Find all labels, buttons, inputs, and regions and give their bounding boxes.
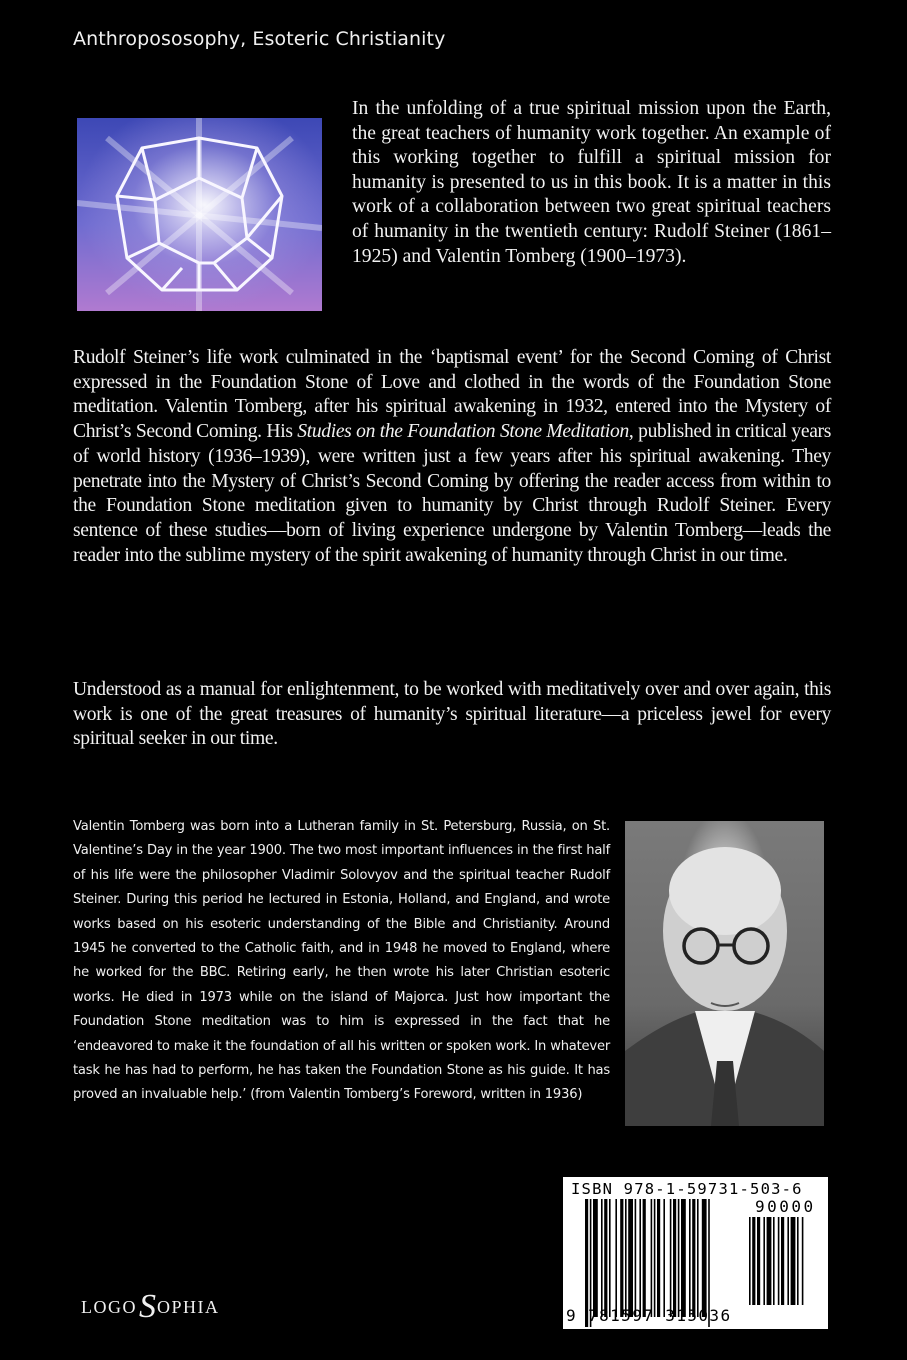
isbn-barcode <box>563 1177 828 1329</box>
barcode-bar <box>681 1199 686 1317</box>
price-addon: 90000 <box>755 1197 816 1216</box>
author-bio: Valentin Tomberg was born into a Lutheran family in St. Petersburg, Russia, on St. Valentine’s Day in the year 1900. The two most important influences in the first half of his life were the philosopher Vladimir Solovyov and the spiritual teacher Rudolf Steiner. During this period he lectured in Estonia, Holland, and England, and wrote works based on his esoteric understanding of the Bible and Christianity. Around 1945 he converted to the Catholic faith, and in 1948 he moved to England, where he worked for the BBC. Retiring early, he then wrote his later Christian esoteric works. He died in 1973 while on the island of Majorca. Just how important the Foundation Stone meditation was to him is expressed in the fact that he ‘endeavored to make it the foundation of all his written or spoken work. In whatever task he has had to perform, he has taken the Foundation Stone as his guide. It has proved an invaluable help.’ (from Valentin Tomberg’s Foreword, written in 1936) <box>73 819 610 1103</box>
category-label: Anthropososophy, Esoteric Christianity <box>73 28 446 50</box>
addon-bar <box>773 1217 775 1305</box>
lead-paragraph: In the unfolding of a true spiritual mission upon the Earth, the great teachers of humanity work together. An example of this working together to fulfill a spiritual mission for humanity is presented to us in this book. It is a matter in this work of a collaboration between two great spiritual teachers of humanity in the twentieth century: Rudolf Steiner (1861–1925) and Valentin Tomberg (1900–1973). <box>352 98 831 267</box>
barcode-bar <box>697 1199 699 1317</box>
barcode-bar <box>689 1199 691 1317</box>
description-text-start: Rudolf Steiner’s life work culminated in the ‘baptismal event’ for the Second Coming of Christ expressed in the Foundation Stone of Love and clothed in the words of the Foundation Stone meditation. Valentin Tomberg, after his spiritual awakening in 1932, entered into the Mystery of Christ’s Second Coming. His <box>73 347 831 443</box>
addon-bar <box>778 1217 780 1305</box>
barcode-bar <box>663 1199 665 1317</box>
publisher-logo <box>81 1288 220 1326</box>
barcode-bar <box>654 1199 656 1317</box>
dodecahedron-icon <box>77 118 322 311</box>
book-title-italic: Studies on the Foundation Stone Meditation <box>297 421 629 443</box>
barcode-bar <box>651 1199 653 1317</box>
addon-bar <box>787 1217 789 1305</box>
portrait-icon <box>625 821 824 1126</box>
author-portrait <box>625 821 824 1126</box>
addon-bar <box>797 1217 799 1305</box>
barcode-digits: 9 781597 315036 <box>566 1306 732 1325</box>
barcode-bar <box>643 1199 646 1317</box>
barcode-bar <box>692 1199 695 1317</box>
isbn-label: ISBN 978-1-59731-503-6 <box>571 1180 803 1198</box>
barcode-bar <box>615 1199 617 1317</box>
barcode-bar <box>593 1199 598 1317</box>
dodecahedron-image <box>77 118 322 311</box>
barcode-bar <box>628 1199 633 1317</box>
logo-big-letter: S <box>139 1288 156 1325</box>
barcode-bar <box>670 1199 672 1317</box>
barcode-bar <box>702 1199 707 1317</box>
barcode-bar <box>635 1199 637 1317</box>
description-text-end: , published in critical years of world history (1936–1939), were written just a few years after his spiritual awakening. They penetrate into the Mystery of Christ’s Second Coming by offering the reader access from within to the Foundation Stone meditation given to humanity by Christ through Rudolf Steiner. Every sentence of these studies—born of living experience undergone by Valentin Tomberg—leads the reader into the sublime mystery of the spirit awakening of humanity through Christ in our time. <box>73 421 831 566</box>
barcode-bar <box>620 1199 623 1317</box>
barcode-bar <box>639 1199 641 1317</box>
addon-bar <box>791 1217 796 1305</box>
barcode-bar <box>601 1199 603 1317</box>
logo-suffix: OPHIA <box>157 1297 220 1317</box>
addon-bar <box>763 1217 765 1305</box>
barcode-bar <box>609 1199 611 1317</box>
summary-paragraph: Understood as a manual for enlightenment, to be worked with meditatively over and over again, this work is one of the great treasures of humanity’s spiritual literature—a priceless jewel for every spiritual seeker in our time. <box>73 679 831 750</box>
addon-bar <box>757 1217 760 1305</box>
barcode-bar <box>678 1199 680 1317</box>
addon-bar <box>752 1217 755 1305</box>
addon-bar <box>767 1217 772 1305</box>
barcode-bar <box>673 1199 676 1317</box>
addon-bar <box>781 1217 784 1305</box>
barcode-bar <box>657 1199 660 1317</box>
addon-bar <box>749 1217 751 1305</box>
addon-bar <box>802 1217 804 1305</box>
barcode-bar <box>625 1199 627 1317</box>
logo-prefix: LOGO <box>81 1297 137 1317</box>
description-paragraph <box>73 346 831 568</box>
barcode-bar <box>604 1199 607 1317</box>
